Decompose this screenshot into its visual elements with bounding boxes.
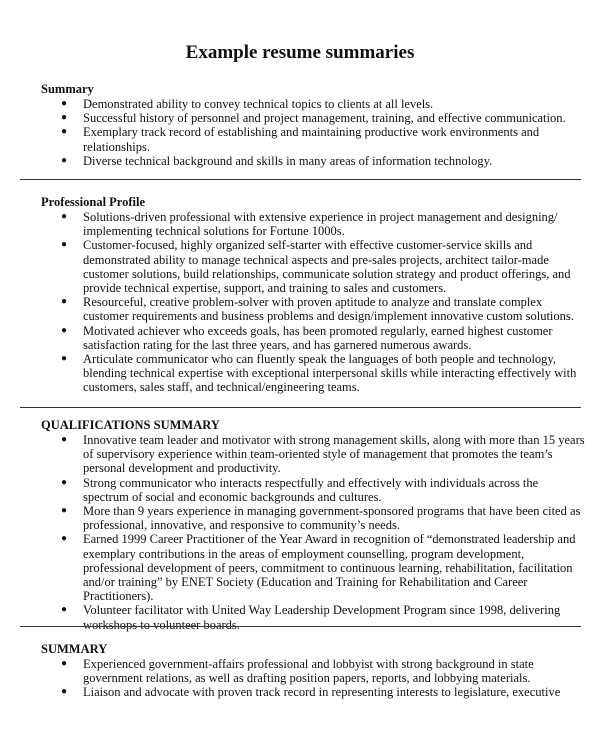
list-item: ● Diverse technical background and skills in many areas of information technology. — [61, 153, 493, 168]
list-item: ● Customer-focused, highly organized self-starter with effective customer-service skills and demonstrated ability to manage technical aspects and pre-sales projects, architect tailor-made customer solutions, build relationships, communicate solution strategy and product offerings, and provide technical expertise, support, and training to sales and customers. — [61, 238, 571, 296]
bullet-icon: ● — [61, 686, 68, 698]
list-item: ● Exemplary track record of establishing and maintaining productive work environments and relationships. — [61, 125, 540, 154]
section-heading: SUMMARY — [41, 642, 108, 656]
bullet-icon: ● — [61, 154, 68, 166]
bullet-list — [41, 97, 586, 168]
bullet-list — [41, 657, 586, 700]
section-summary-2 — [41, 642, 586, 700]
bullet-icon: ● — [61, 658, 68, 669]
bullet-icon: ● — [61, 353, 68, 365]
bullet-icon: ● — [61, 604, 68, 616]
section-qualifications-summary — [41, 418, 586, 632]
list-item: ● Innovative team leader and motivator with strong management skills, along with more than 15 years of supervisory experience within team-oriented style of management that promotes the team’s personal development and productivity. — [61, 433, 585, 476]
section-heading: Professional Profile — [41, 195, 146, 209]
list-item: ● Liaison and advocate with proven track record in representing interests to legislature, executive — [61, 685, 561, 700]
bullet-list — [41, 210, 586, 395]
section-divider — [20, 626, 581, 627]
list-item: ● Strong communicator who interacts respectfully and effectively with individuals across the spectrum of social and economic backgrounds and cultures. — [61, 475, 539, 504]
section-divider — [20, 407, 581, 408]
list-item: ● More than 9 years experience in managing government-sponsored programs that have been cited as professional, innovative, and responsive to community’s needs. — [61, 504, 581, 533]
list-item: ● Solutions-driven professional with extensive experience in project management and designing/ implementing technical solutions for Fortune 1000s. — [61, 210, 558, 239]
bullet-icon: ● — [61, 434, 68, 445]
bullet-icon: ● — [61, 98, 68, 109]
list-item: ● Resourceful, creative problem-solver with proven aptitude to analyze and translate complex customer requirements and business problems and design/implement innovative custom solutions. — [61, 295, 574, 324]
bullet-icon: ● — [61, 126, 68, 138]
section-heading: Summary — [41, 82, 94, 96]
list-item: ● Successful history of personnel and project management, training, and effective communication. — [61, 111, 566, 126]
bullet-icon: ● — [61, 324, 68, 336]
list-item: ● Experienced government-affairs professional and lobbyist with strong background in state government relations, as well as drafting position papers, reports, and lobbying materials. — [61, 657, 534, 686]
bullet-icon: ● — [61, 296, 68, 308]
bullet-icon: ● — [61, 239, 68, 251]
bullet-icon: ● — [61, 533, 68, 545]
list-item: ● Volunteer facilitator with United Way Leadership Development Program since 1998, delivering workshops to volunteer boards. — [61, 603, 561, 632]
section-heading: QUALIFICATIONS SUMMARY — [41, 418, 220, 432]
list-item: ● Articulate communicator who can fluently speak the languages of both people and technology, blending technical expertise with exceptional interpersonal skills while interacting effectively with customers, sales staff, and technical/engineering teams. — [61, 352, 577, 395]
list-item: ● Demonstrated ability to convey technical topics to clients at all levels. — [61, 97, 434, 111]
document-title: Example resume summaries — [185, 42, 415, 63]
list-item: ● Earned 1999 Career Practitioner of the Year Award in recognition of “demonstrated leadership and exemplary contributions in the areas of employment counselling, program development, professional development of peers, commitment to continuous learning, rehabilitation, facilitation and/or training” by ENET Society (Education and Training for Rehabilitation and Career Practitioners). — [61, 532, 576, 604]
list-item: ● Motivated achiever who exceeds goals, has been promoted regularly, earned highest customer satisfaction rating for the last three years, and has garnered numerous awards. — [61, 323, 553, 352]
bullet-icon: ● — [61, 112, 68, 124]
bullet-icon: ● — [61, 476, 68, 488]
bullet-list — [41, 433, 586, 632]
section-summary — [41, 82, 586, 168]
section-professional-profile — [41, 195, 586, 395]
bullet-icon: ● — [61, 505, 68, 517]
bullet-icon: ● — [61, 211, 68, 222]
section-divider — [20, 179, 581, 180]
